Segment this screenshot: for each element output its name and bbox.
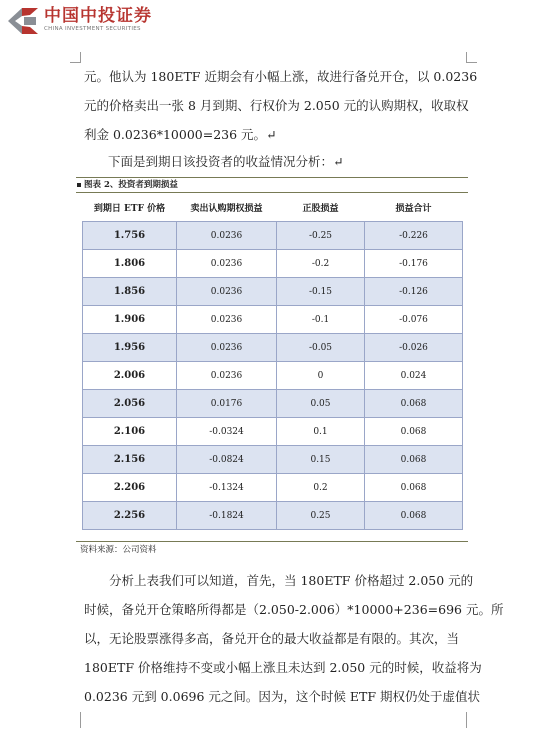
option-pnl-cell: -0.0824 bbox=[177, 446, 277, 474]
total-pnl-cell: -0.176 bbox=[365, 250, 463, 278]
table-caption bbox=[77, 179, 178, 191]
text-line: 利金 0.0236*10000=236 元。↵ bbox=[84, 127, 277, 142]
etf-price-cell: 2.256 bbox=[83, 502, 177, 530]
table-row bbox=[83, 502, 463, 530]
table-row bbox=[83, 474, 463, 502]
text-line: 时候，备兑开仓策略所得都是（2.050-2.006）*10000+236=696 元。所 bbox=[84, 602, 504, 617]
header-etf-price: 到期日 ETF 价格 bbox=[93, 204, 166, 214]
table-row bbox=[83, 418, 463, 446]
etf-price-cell: 2.206 bbox=[83, 474, 177, 502]
stock-pnl-cell: 0.2 bbox=[277, 474, 365, 502]
etf-price-cell: 1.906 bbox=[83, 306, 177, 334]
stock-pnl-cell: 0.25 bbox=[277, 502, 365, 530]
stock-pnl-cell: -0.25 bbox=[277, 222, 365, 250]
option-pnl-cell: 0.0236 bbox=[177, 250, 277, 278]
total-pnl-cell: 0.068 bbox=[365, 418, 463, 446]
header-total-pnl: 损益合计 bbox=[395, 204, 432, 214]
option-pnl-cell: 0.0236 bbox=[177, 278, 277, 306]
header-stock-pnl: 正股损益 bbox=[302, 204, 339, 214]
crop-mark-top-left bbox=[70, 52, 81, 63]
stock-pnl-cell: 0.15 bbox=[277, 446, 365, 474]
total-pnl-cell: -0.076 bbox=[365, 306, 463, 334]
option-pnl-cell: -0.1824 bbox=[177, 502, 277, 530]
text-line: 0.0236 元到 0.0696 元之间。因为，这个时候 ETF 期权仍处于虚值状 bbox=[84, 689, 480, 704]
etf-price-cell: 1.956 bbox=[83, 334, 177, 362]
total-pnl-cell: -0.026 bbox=[365, 334, 463, 362]
header-option-pnl: 卖出认购期权损益 bbox=[190, 204, 263, 214]
etf-price-cell: 1.756 bbox=[83, 222, 177, 250]
text-line: 180ETF 价格维持不变或小幅上涨且未达到 2.050 元的时候，收益将为 bbox=[84, 660, 482, 675]
stock-pnl-cell: 0.1 bbox=[277, 418, 365, 446]
logo-mark-icon bbox=[6, 6, 40, 36]
logo-chinese-name: 中国中投证券 bbox=[44, 6, 152, 26]
logo-english-name: CHINA INVESTMENT SECURITIES bbox=[44, 26, 141, 32]
crop-mark-bottom-right bbox=[466, 712, 467, 728]
total-pnl-cell: 0.068 bbox=[365, 446, 463, 474]
stock-pnl-cell: 0 bbox=[277, 362, 365, 390]
etf-price-cell: 2.106 bbox=[83, 418, 177, 446]
caption-rule-bottom bbox=[76, 192, 468, 193]
source-note: 资料来源：公司资料 bbox=[80, 545, 157, 555]
etf-price-cell: 2.006 bbox=[83, 362, 177, 390]
analysis-paragraph bbox=[84, 566, 504, 711]
option-pnl-cell: 0.0236 bbox=[177, 362, 277, 390]
company-logo bbox=[6, 6, 152, 36]
table-row bbox=[83, 250, 463, 278]
table-lead-text: 下面是到期日该投资者的收益情况分析：↵ bbox=[108, 154, 344, 169]
table-row bbox=[83, 334, 463, 362]
etf-price-cell: 2.056 bbox=[83, 390, 177, 418]
option-pnl-cell: 0.0236 bbox=[177, 306, 277, 334]
total-pnl-cell: -0.226 bbox=[365, 222, 463, 250]
total-pnl-cell: 0.024 bbox=[365, 362, 463, 390]
table-row bbox=[83, 390, 463, 418]
option-pnl-cell: 0.0176 bbox=[177, 390, 277, 418]
table-row bbox=[83, 222, 463, 250]
total-pnl-cell: 0.068 bbox=[365, 390, 463, 418]
table-header-row bbox=[83, 194, 463, 222]
option-pnl-cell: -0.1324 bbox=[177, 474, 277, 502]
total-pnl-cell: -0.126 bbox=[365, 278, 463, 306]
text-line: 分析上表我们可以知道，首先，当 180ETF 价格超过 2.050 元的 bbox=[109, 573, 474, 588]
text-line: 元。他认为 180ETF 近期会有小幅上涨，故进行备兑开仓，以 0.0236 bbox=[84, 69, 478, 84]
option-pnl-cell: 0.0236 bbox=[177, 222, 277, 250]
table-row bbox=[83, 306, 463, 334]
stock-pnl-cell: 0.05 bbox=[277, 390, 365, 418]
table-caption-text: 图表 2、投资者到期损益 bbox=[84, 180, 178, 190]
text-line: 以，无论股票涨得多高，备兑开仓的最大收益都是有限的。其次，当 bbox=[84, 631, 460, 646]
total-pnl-cell: 0.068 bbox=[365, 502, 463, 530]
option-pnl-cell: -0.0324 bbox=[177, 418, 277, 446]
option-pnl-cell: 0.0236 bbox=[177, 334, 277, 362]
table-body bbox=[83, 222, 463, 530]
table-row bbox=[83, 446, 463, 474]
etf-price-cell: 1.856 bbox=[83, 278, 177, 306]
stock-pnl-cell: -0.2 bbox=[277, 250, 365, 278]
etf-price-cell: 1.806 bbox=[83, 250, 177, 278]
etf-price-cell: 2.156 bbox=[83, 446, 177, 474]
total-pnl-cell: 0.068 bbox=[365, 474, 463, 502]
crop-mark-bottom-left bbox=[80, 712, 81, 728]
table-row bbox=[83, 278, 463, 306]
payoff-table bbox=[82, 194, 463, 530]
table-row bbox=[83, 362, 463, 390]
stock-pnl-cell: -0.05 bbox=[277, 334, 365, 362]
source-rule bbox=[76, 541, 468, 542]
caption-rule-top bbox=[76, 177, 468, 178]
bullet-square-icon bbox=[77, 183, 81, 187]
intro-paragraph bbox=[84, 62, 478, 149]
stock-pnl-cell: -0.15 bbox=[277, 278, 365, 306]
text-line: 元的价格卖出一张 8 月到期、行权价为 2.050 元的认购期权，收取权 bbox=[84, 98, 469, 113]
stock-pnl-cell: -0.1 bbox=[277, 306, 365, 334]
